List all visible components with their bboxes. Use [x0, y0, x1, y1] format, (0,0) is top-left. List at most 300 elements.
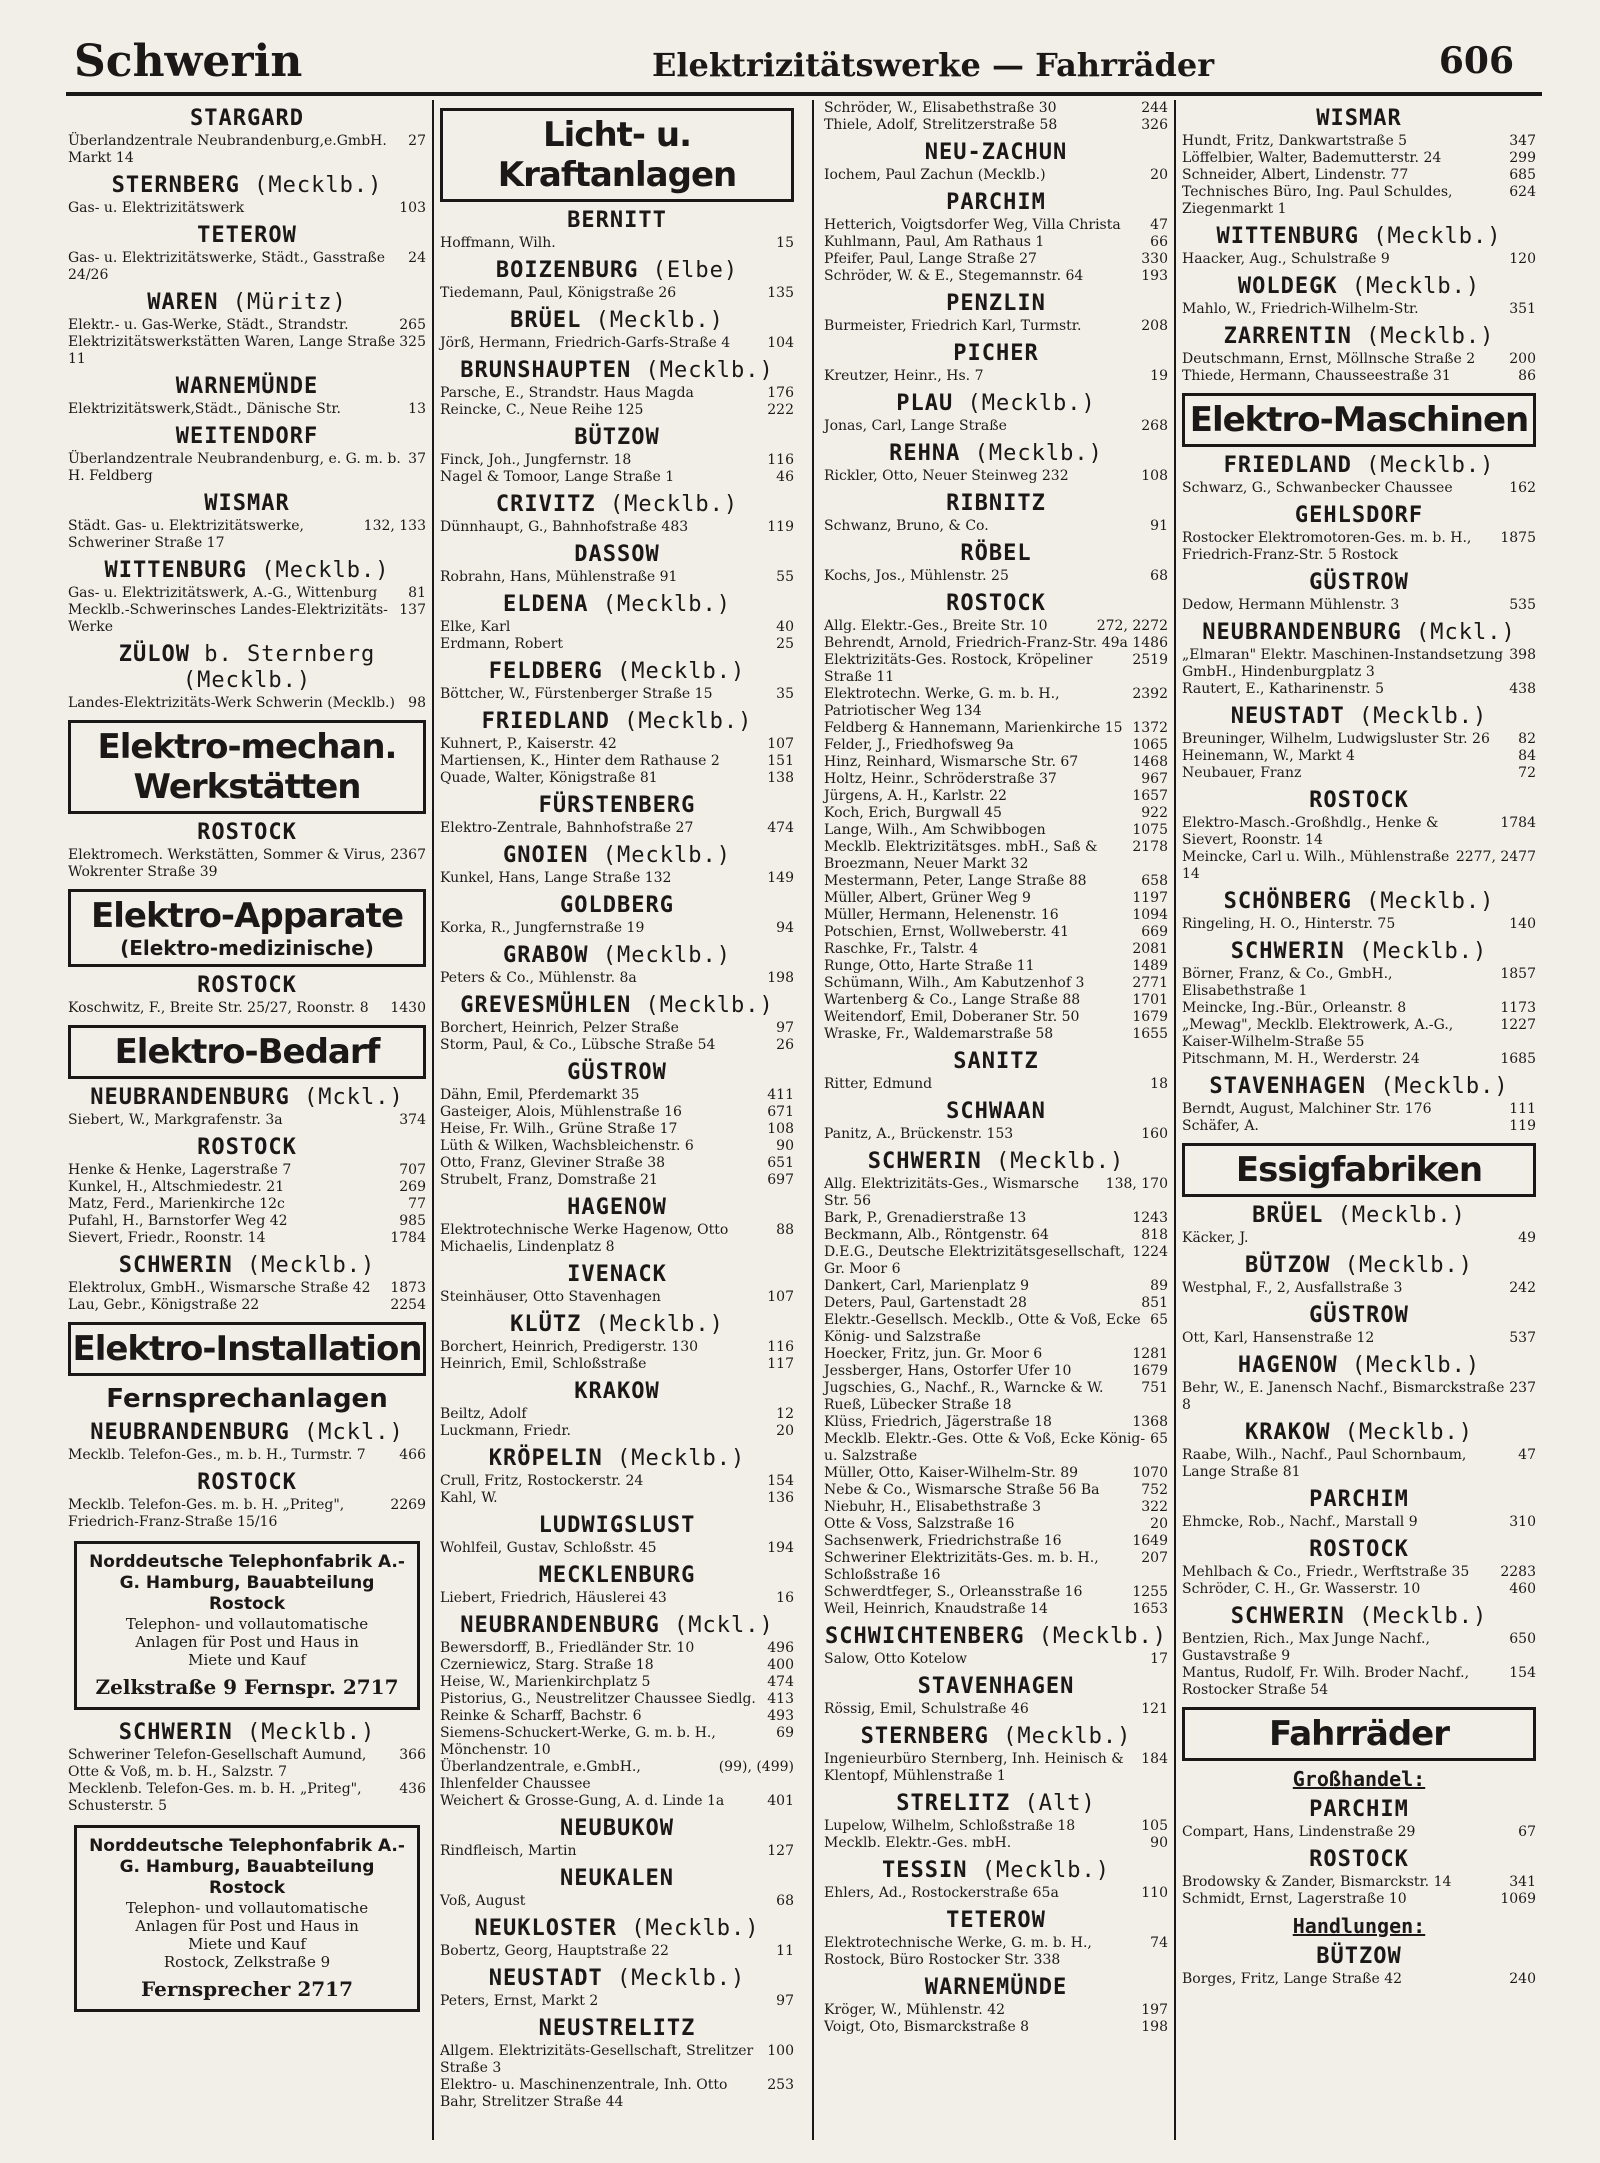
phone-number: 1701: [1132, 992, 1168, 1008]
listing-text: Beckmann, Alb., Röntgenstr. 64: [824, 1227, 1049, 1243]
listing-text: Czerniewicz, Starg. Straße 18: [440, 1657, 654, 1673]
header-city: Schwerin: [74, 36, 303, 87]
phone-number: 12: [776, 1406, 794, 1422]
phone-number: 1173: [1500, 1000, 1536, 1016]
phone-number: 222: [767, 402, 794, 418]
phone-number: 154: [1509, 1665, 1536, 1681]
listing-text: Hinz, Reinhard, Wismarsche Str. 67: [824, 754, 1079, 770]
listing-entry: [68, 1781, 426, 1815]
place-name: FELDBERG: [488, 659, 603, 684]
listing-entry: [1182, 251, 1536, 268]
listing-text: Ritter, Edmund: [824, 1076, 933, 1092]
listing-text: Storm, Paul, & Co., Lübsche Straße 54: [440, 1037, 716, 1053]
place-name: NEUBRANDENBURG: [90, 1420, 290, 1445]
phone-number: 1094: [1132, 907, 1168, 923]
listing-text: Deters, Paul, Gartenstadt 28: [824, 1295, 1027, 1311]
phone-number: 411: [767, 1087, 794, 1103]
listing-entry: [1182, 1514, 1536, 1531]
listing-text: Ringeling, H. O., Hinterstr. 75: [1182, 916, 1396, 932]
place-suffix: (Mecklb.): [1366, 324, 1495, 349]
ad-contact: Fernsprecher 2717: [140, 1977, 354, 2001]
listing-entry: [824, 1751, 1168, 1785]
place-heading: [440, 659, 794, 685]
listing-text: Jörß, Hermann, Friedrich-Garfs-Straße 4: [440, 335, 731, 351]
place-heading: [824, 491, 1168, 517]
phone-number: 669: [1141, 924, 1168, 940]
phone-number: 55: [776, 569, 794, 585]
place-suffix: (Mecklb.): [1359, 1604, 1488, 1629]
listing-text: Koch, Erich, Burgwall 45: [824, 805, 1002, 821]
listing-entry: [824, 975, 1168, 992]
listing-entry: [440, 736, 794, 753]
listing-text: Meincke, Carl u. Wilh., Mühlenstraße 14: [1182, 849, 1450, 882]
place-suffix: (Mecklb.): [595, 308, 724, 333]
place-suffix: (Müritz): [232, 290, 347, 315]
place-heading: [440, 258, 794, 284]
listing-entry: [1182, 1874, 1536, 1891]
place-name: ROSTOCK: [197, 820, 297, 845]
listing-entry: [440, 1993, 794, 2010]
place-name: PICHER: [953, 341, 1039, 366]
place-name: TETEROW: [946, 1908, 1046, 1933]
place-heading: [440, 1563, 794, 1589]
listing-entry: [440, 1473, 794, 1490]
listing-entry: [824, 1295, 1168, 1312]
place-heading: [1182, 939, 1536, 965]
category-heading: [68, 889, 426, 967]
place-heading: [824, 1674, 1168, 1700]
place-name: GÜSTROW: [567, 1060, 667, 1085]
column-divider: [812, 100, 814, 2140]
listing-entry: [824, 737, 1168, 754]
listing-entry: [68, 1447, 426, 1464]
listing-entry: [824, 771, 1168, 788]
listing-text: Quade, Walter, Königstraße 81: [440, 770, 658, 786]
listing-text: Ehmcke, Rob., Nachf., Marstall 9: [1182, 1514, 1418, 1530]
place-name: BOIZENBURG: [495, 258, 639, 283]
listing-entry: [824, 1363, 1168, 1380]
phone-number: 65: [1150, 1312, 1168, 1328]
phone-number: 65: [1150, 1431, 1168, 1447]
listing-entry: [1182, 1330, 1536, 1347]
place-name: GÜSTROW: [1309, 570, 1409, 595]
place-heading: [824, 391, 1168, 417]
phone-number: 253: [767, 2077, 794, 2093]
phone-number: 88: [776, 1222, 794, 1238]
listing-text: Pufahl, H., Barnstorfer Weg 42: [68, 1213, 288, 1229]
listing-text: Elektrizitäts-Ges. Rostock, Kröpeliner Straße 11: [824, 652, 1093, 685]
place-suffix: (Mecklb.): [602, 592, 731, 617]
listing-entry: [1182, 1447, 1536, 1481]
listing-entry: [68, 1747, 426, 1781]
listing-text: Allg. Elektrizitäts-Ges., Wismarsche Str. 56: [824, 1176, 1080, 1209]
listing-text: Hundt, Fritz, Dankwartstraße 5: [1182, 133, 1408, 149]
listing-entry: [68, 250, 426, 284]
phone-number: 496: [767, 1640, 794, 1656]
listing-text: Mecklb. Elektr.-Ges. Otte & Voß, Ecke König- u. Salzstraße: [824, 1431, 1146, 1464]
place-name: IVENACK: [567, 1262, 667, 1287]
listing-entry: [440, 1138, 794, 1155]
place-suffix: (Mckl.): [673, 1613, 774, 1638]
phone-number: 97: [776, 1993, 794, 2009]
phone-number: 97: [776, 1020, 794, 1036]
listing-entry: [1182, 748, 1536, 765]
place-name: NEUSTADT: [1230, 704, 1345, 729]
phone-number: 1784: [390, 1230, 426, 1246]
place-heading: [68, 558, 426, 584]
listing-text: Elektrizitätswerkstätten Waren, Lange Straße 11: [68, 334, 396, 367]
ad-line: Anlagen für Post und Haus in: [135, 1633, 359, 1651]
phone-number: 20: [1150, 167, 1168, 183]
place-name: FRIEDLAND: [481, 709, 610, 734]
listing-entry: [68, 695, 426, 712]
listing-entry: [440, 1759, 794, 1793]
phone-number: 1875: [1500, 530, 1536, 546]
advertisement-box: [74, 1825, 420, 2012]
listing-text: Reincke, C., Neue Reihe 125: [440, 402, 644, 418]
phone-number: 2178: [1132, 839, 1168, 855]
listing-entry: [440, 1356, 794, 1373]
listing-text: Dähn, Emil, Pferdemarkt 35: [440, 1087, 640, 1103]
listing-text: Rindfleisch, Martin: [440, 1843, 577, 1859]
listing-text: Weitendorf, Emil, Doberaner Str. 50: [824, 1009, 1080, 1025]
place-suffix: (Elbe): [652, 258, 739, 283]
listing-entry: [824, 890, 1168, 907]
listing-text: Allg. Elektr.-Ges., Breite Str. 10: [824, 618, 1048, 634]
listing-text: Jessberger, Hans, Ostorfer Ufer 10: [824, 1363, 1072, 1379]
listing-entry: [440, 469, 794, 486]
place-name: MECKLENBURG: [538, 1563, 696, 1588]
place-heading: [824, 1624, 1168, 1650]
place-suffix: (Mecklb.): [595, 1312, 724, 1337]
listing-text: Mecklenb. Telefon-Ges. m. b. H. „Priteg", Schusterstr. 5: [68, 1781, 362, 1814]
listing-text: Schweriner Telefon-Gesellschaft Aumund, Otte & Voß, m. b. H., Salzstr. 7: [68, 1747, 367, 1780]
listing-entry: [440, 1172, 794, 1189]
place-name: NEUBRANDENBURG: [90, 1085, 290, 1110]
listing-entry: [1182, 184, 1536, 218]
phone-number: 650: [1509, 1631, 1536, 1647]
category-title: Elektro-Bedarf: [114, 1032, 380, 1072]
place-heading: [440, 542, 794, 568]
listing-text: Lange, Wilh., Am Schwibbogen: [824, 822, 1046, 838]
subcategory-heading: Fernsprechanlagen: [106, 1384, 388, 1414]
phone-number: 493: [767, 1708, 794, 1724]
phone-number: 351: [1509, 301, 1536, 317]
place-heading: [824, 1049, 1168, 1075]
place-name: BÜTZOW: [574, 425, 660, 450]
listing-entry: [824, 618, 1168, 635]
phone-number: 47: [1150, 217, 1168, 233]
listing-text: Pistorius, G., Neustrelitzer Chaussee Siedlg.: [440, 1691, 756, 1707]
place-heading: [440, 709, 794, 735]
phone-number: 1069: [1500, 1891, 1536, 1907]
listing-text: Felder, J., Friedhofsweg 9a: [824, 737, 1014, 753]
listing-text: „Elmaran" Elektr. Maschinen-Instandsetzung GmbH., Hindenburgplatz 3: [1182, 647, 1504, 680]
phone-number: 1243: [1132, 1210, 1168, 1226]
place-heading: [68, 491, 426, 517]
place-heading: [440, 592, 794, 618]
listing-entry: [1182, 351, 1536, 368]
listing-entry: [824, 2002, 1168, 2019]
listing-entry: [440, 1155, 794, 1172]
place-heading: [440, 308, 794, 334]
listing-text: Thiele, Adolf, Strelitzerstraße 58: [824, 117, 1058, 133]
phone-number: 197: [1141, 2002, 1168, 2018]
listing-text: Panitz, A., Brückenstr. 153: [824, 1126, 1014, 1142]
listing-text: Elektro- u. Maschinenzentrale, Inh. Otto Bahr, Strelitzer Straße 44: [440, 2077, 728, 2110]
listing-text: Beiltz, Adolf: [440, 1406, 527, 1422]
listing-entry: [824, 720, 1168, 737]
listing-text: Borchert, Heinrich, Pelzer Straße: [440, 1020, 679, 1036]
place-heading: [440, 358, 794, 384]
listing-text: Mecklb. Elektr.-Ges. mbH.: [824, 1835, 1012, 1851]
listing-entry: [440, 1020, 794, 1037]
listing-text: Elektro-Zentrale, Bahnhofstraße 27: [440, 820, 694, 836]
listing-text: Berndt, August, Malchiner Str. 176: [1182, 1101, 1432, 1117]
listing-text: Elektr.-Gesellsch. Mecklb., Otte & Voß, Ecke König- und Salzstraße: [824, 1312, 1141, 1345]
listing-entry: [440, 1708, 794, 1725]
place-heading: [68, 290, 426, 316]
place-suffix: (Mecklb.): [1344, 1420, 1473, 1445]
phone-number: 46: [776, 469, 794, 485]
phone-number: 151: [767, 753, 794, 769]
phone-number: 2771: [1132, 975, 1168, 991]
place-suffix: (Mckl.): [303, 1420, 404, 1445]
place-name: BRÜEL: [510, 308, 582, 333]
listing-entry: [824, 568, 1168, 585]
listing-text: Jürgens, A. H., Karlstr. 22: [824, 788, 1007, 804]
place-name: STAVENHAGEN: [917, 1674, 1075, 1699]
listing-text: Liebert, Friedrich, Häuslerei 43: [440, 1590, 667, 1606]
place-heading: [824, 1908, 1168, 1934]
place-suffix: (Mecklb.): [254, 173, 383, 198]
phone-number: 413: [767, 1691, 794, 1707]
listing-text: Böttcher, W., Fürstenberger Straße 15: [440, 686, 713, 702]
phone-number: 658: [1141, 873, 1168, 889]
phone-number: 237: [1509, 1380, 1536, 1396]
listing-text: Salow, Otto Kotelow: [824, 1651, 967, 1667]
listing-entry: [824, 234, 1168, 251]
phone-number: 1679: [1132, 1009, 1168, 1025]
phone-number: 119: [767, 519, 794, 535]
listing-entry: [440, 1540, 794, 1557]
phone-number: 67: [1518, 1824, 1536, 1840]
listing-entry: [824, 1126, 1168, 1143]
phone-number: 1489: [1132, 958, 1168, 974]
listing-entry: [440, 1893, 794, 1910]
trade-subheading: Großhandel:: [1292, 1767, 1426, 1791]
listing-text: Technisches Büro, Ing. Paul Schuldes, Ziegenmarkt 1: [1182, 184, 1453, 217]
place-heading: [824, 341, 1168, 367]
phone-number: 26: [776, 1037, 794, 1053]
listing-entry: [68, 518, 426, 552]
listing-text: Städt. Gas- u. Elektrizitätswerke, Schweriner Straße 17: [68, 518, 304, 551]
place-name: ZÜLOW: [118, 642, 191, 667]
listing-text: Jonas, Carl, Lange Straße: [824, 418, 1007, 434]
listing-entry: [440, 1087, 794, 1104]
phone-number: 438: [1509, 681, 1536, 697]
place-heading: [1182, 224, 1536, 250]
listing-text: Schwarz, G., Schwanbecker Chaussee: [1182, 480, 1453, 496]
phone-number: 851: [1141, 1295, 1168, 1311]
listing-text: Otto, Franz, Gleviner Straße 38: [440, 1155, 666, 1171]
place-heading: [440, 1379, 794, 1405]
category-heading: [1182, 1707, 1536, 1761]
listing-entry: [1182, 1631, 1536, 1665]
listing-text: Finck, Joh., Jungfernstr. 18: [440, 452, 632, 468]
place-name: PARCHIM: [1309, 1797, 1409, 1822]
place-name: WAREN: [147, 290, 219, 315]
phone-number: 1649: [1132, 1533, 1168, 1549]
place-heading: [440, 793, 794, 819]
listing-text: Mehlbach & Co., Friedr., Werftstraße 35: [1182, 1564, 1470, 1580]
phone-number: 240: [1509, 1971, 1536, 1987]
phone-number: 104: [767, 335, 794, 351]
listing-text: Pfeifer, Paul, Lange Straße 27: [824, 251, 1037, 267]
listing-text: Hoffmann, Wilh.: [440, 235, 556, 251]
place-heading: [824, 190, 1168, 216]
place-suffix: (Mecklb.): [1380, 1074, 1509, 1099]
listing-entry: [68, 317, 426, 334]
place-name: SCHÖNBERG: [1223, 889, 1352, 914]
place-name: HAGENOW: [1237, 1353, 1338, 1378]
phone-number: 2081: [1132, 941, 1168, 957]
listing-entry: [824, 468, 1168, 485]
phone-number: 108: [1141, 468, 1168, 484]
listing-entry: [824, 418, 1168, 435]
phone-number: 1486: [1132, 635, 1168, 651]
phone-number: 49: [1518, 1230, 1536, 1246]
place-heading: [1182, 889, 1536, 915]
listing-entry: [824, 1885, 1168, 1902]
ad-line: Anlagen für Post und Haus in: [135, 1917, 359, 1935]
phone-number: 184: [1141, 1751, 1168, 1767]
phone-number: 1075: [1132, 822, 1168, 838]
place-suffix: (Mecklb.): [261, 558, 390, 583]
listing-text: Brodowsky & Zander, Bismarckstr. 14: [1182, 1874, 1452, 1890]
place-name: STRELITZ: [896, 1791, 1011, 1816]
listing-text: Gas- u. Elektrizitätswerke, Städt., Gasstraße 24/26: [68, 250, 386, 283]
place-heading: [440, 1866, 794, 1892]
listing-text: Börner, Franz, & Co., GmbH., Elisabethstraße 1: [1182, 966, 1393, 999]
place-heading: [1182, 106, 1536, 132]
phone-number: 2519: [1132, 652, 1168, 668]
place-name: BÜTZOW: [1316, 1944, 1402, 1969]
listing-entry: [824, 100, 1168, 117]
phone-number: 208: [1141, 318, 1168, 334]
place-name: ROSTOCK: [1309, 1537, 1409, 1562]
phone-number: 107: [767, 736, 794, 752]
listing-text: Ott, Karl, Hansenstraße 12: [1182, 1330, 1375, 1346]
listing-text: Strubelt, Franz, Domstraße 21: [440, 1172, 658, 1188]
place-name: ROSTOCK: [1309, 788, 1409, 813]
listing-entry: [440, 820, 794, 837]
listing-entry: [440, 569, 794, 586]
place-name: PENZLIN: [946, 291, 1046, 316]
place-name: STERNBERG: [111, 173, 240, 198]
listing-text: Elektro-Masch.-Großhdlg., Henke & Sievert, Roonstr. 14: [1182, 815, 1439, 848]
listing-text: Niebuhr, H., Elisabethstraße 3: [824, 1499, 1042, 1515]
phone-number: 90: [776, 1138, 794, 1154]
place-name: ROSTOCK: [197, 1470, 297, 1495]
listing-entry: [824, 518, 1168, 535]
listing-entry: [440, 335, 794, 352]
listing-text: Peters, Ernst, Markt 2: [440, 1993, 599, 2009]
listing-entry: [440, 870, 794, 887]
listing-entry: [824, 1499, 1168, 1516]
listing-text: Mecklb.-Schwerinsches Landes-Elektrizitäts-Werke: [68, 602, 388, 635]
phone-number: 436: [399, 1781, 426, 1797]
listing-text: Korka, R., Jungfernstraße 19: [440, 920, 645, 936]
listing-entry: [68, 585, 426, 602]
place-name: SANITZ: [953, 1049, 1039, 1074]
listing-entry: [440, 636, 794, 653]
listing-text: Lau, Gebr., Königstraße 22: [68, 1297, 260, 1313]
place-name: TESSIN: [882, 1858, 968, 1883]
phone-number: 1227: [1500, 1017, 1536, 1033]
listing-text: Rickler, Otto, Neuer Steinweg 232: [824, 468, 1069, 484]
place-name: WITTENBURG: [1216, 224, 1359, 249]
listing-entry: [440, 1657, 794, 1674]
phone-number: 117: [767, 1356, 794, 1372]
place-suffix: (Mecklb.): [247, 1720, 376, 1745]
phone-number: 90: [1150, 1835, 1168, 1851]
phone-number: 818: [1141, 1227, 1168, 1243]
place-name: PLAU: [896, 391, 954, 416]
place-heading: [68, 424, 426, 450]
listing-entry: [1182, 1118, 1536, 1135]
phone-number: 697: [767, 1172, 794, 1188]
listing-text: Mantus, Rudolf, Fr. Wilh. Broder Nachf., Rostocker Straße 54: [1182, 1665, 1470, 1698]
listing-entry: [824, 805, 1168, 822]
place-name: RÖBEL: [960, 541, 1032, 566]
listing-text: Raschke, Fr., Talstr. 4: [824, 941, 978, 957]
place-name: KRÖPELIN: [488, 1446, 603, 1471]
listing-entry: [824, 839, 1168, 873]
listing-entry: [1182, 133, 1536, 150]
listing-entry: [68, 1162, 426, 1179]
category-heading: [1182, 1143, 1536, 1197]
listing-entry: [68, 1213, 426, 1230]
listing-entry: [1182, 1280, 1536, 1297]
column-divider: [432, 100, 434, 2140]
category-heading: [1182, 393, 1536, 447]
ad-title: Norddeutsche Telephonfabrik A.-G. Hamburg, Bauabteilung Rostock: [89, 1836, 405, 1898]
listing-text: Müller, Albert, Grüner Weg 9: [824, 890, 1031, 906]
listing-text: Haacker, Aug., Schulstraße 9: [1182, 251, 1390, 267]
place-heading: [68, 1253, 426, 1279]
phone-number: 66: [1150, 234, 1168, 250]
listing-entry: [824, 1312, 1168, 1346]
phone-number: 82: [1518, 731, 1536, 747]
phone-number: 120: [1509, 251, 1536, 267]
listing-entry: [1182, 849, 1536, 883]
place-heading: [68, 374, 426, 400]
column-1: [68, 100, 430, 2140]
listing-text: Meincke, Ing.-Bür., Orleanstr. 8: [1182, 1000, 1407, 1016]
listing-entry: [824, 318, 1168, 335]
place-heading: [1182, 620, 1536, 646]
listing-entry: [440, 1289, 794, 1306]
listing-text: Kochs, Jos., Mühlenstr. 25: [824, 568, 1009, 584]
listing-entry: [1182, 1101, 1536, 1118]
place-suffix: (Mecklb.): [1351, 1353, 1481, 1378]
listing-text: Crull, Fritz, Rostockerstr. 24: [440, 1473, 644, 1489]
place-name: BÜTZOW: [1245, 1253, 1331, 1278]
listing-entry: [824, 1465, 1168, 1482]
phone-number: 19: [1150, 368, 1168, 384]
listing-entry: [440, 235, 794, 252]
